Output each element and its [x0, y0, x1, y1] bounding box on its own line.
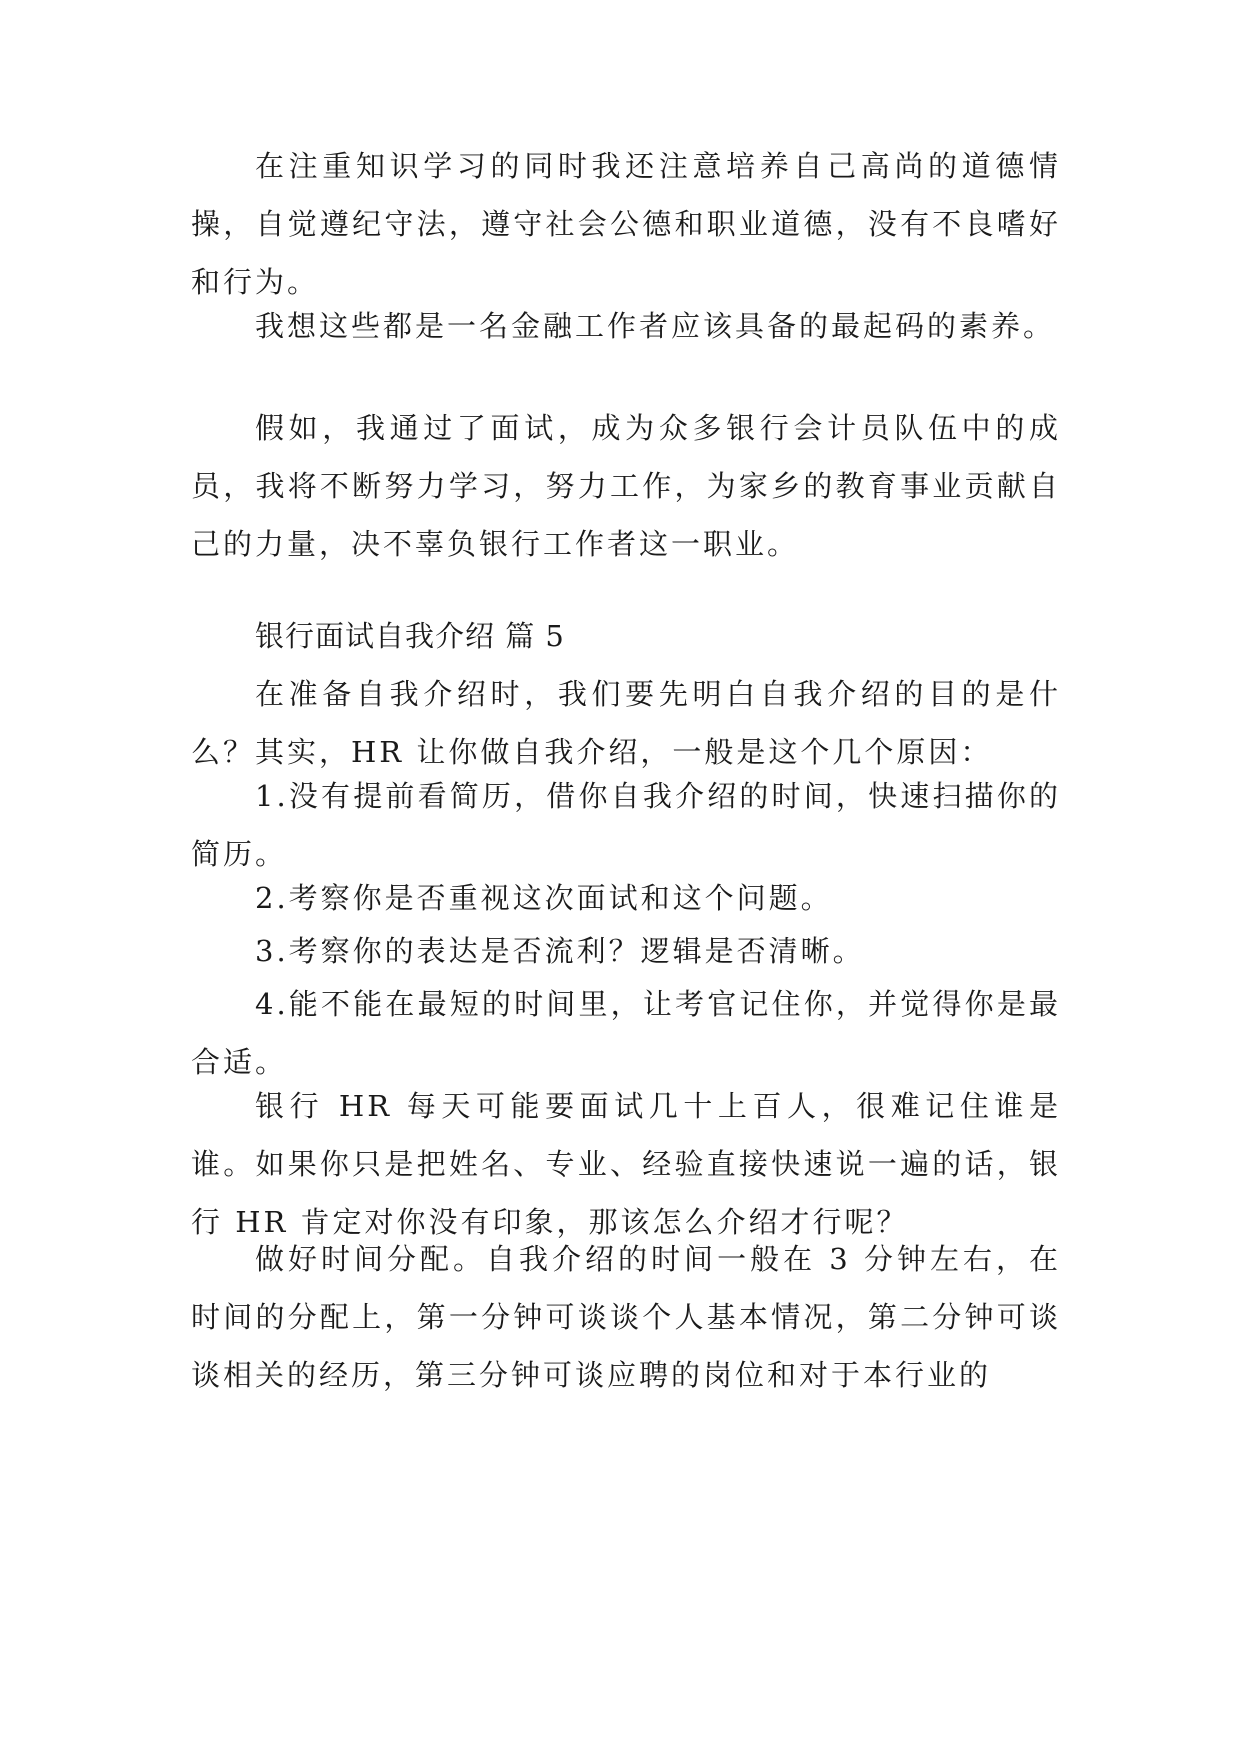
paragraph-financial-qualities: 我想这些都是一名金融工作者应该具备的最起码的素养。 — [255, 309, 1056, 343]
paragraph-moral-character: 在注重知识学习的同时我还注意培养自己高尚的道德情操，自觉遵纪守法，遵守社会公德和职业道德，没有不良嗜好和行为。 — [191, 149, 1061, 299]
list-item-3: 3.考察你的表达是否流利？逻辑是否清晰。 — [255, 934, 865, 968]
list-item-4: 4.能不能在最短的时间里，让考官记住你，并觉得你是最合适。 — [191, 987, 1061, 1079]
paragraph-purpose-intro: 在准备自我介绍时，我们要先明白自我介绍的目的是什么？其实，HR 让你做自我介绍，一般是这个几个原因： — [191, 677, 1061, 769]
section-title: 银行面试自我介绍 篇 5 — [255, 619, 565, 653]
paragraph-if-hired: 假如，我通过了面试，成为众多银行会计员队伍中的成员，我将不断努力学习，努力工作，为家乡的教育事业贡献自己的力量，决不辜负银行工作者这一职业。 — [191, 411, 1061, 561]
list-item-1: 1.没有提前看简历，借你自我介绍的时间，快速扫描你的简历。 — [191, 779, 1061, 871]
paragraph-hr-memory: 银行 HR 每天可能要面试几十上百人，很难记住谁是谁。如果你只是把姓名、专业、经验直接快速说一遍的话，银行 HR 肯定对你没有印象，那该怎么介绍才行呢？ — [191, 1089, 1061, 1239]
paragraph-time-allocation: 做好时间分配。自我介绍的时间一般在 3 分钟左右，在时间的分配上，第一分钟可谈谈个人基本情况，第二分钟可谈谈相关的经历，第三分钟可谈应聘的岗位和对于本行业的 — [191, 1242, 1061, 1392]
list-item-2: 2.考察你是否重视这次面试和这个问题。 — [255, 881, 833, 915]
